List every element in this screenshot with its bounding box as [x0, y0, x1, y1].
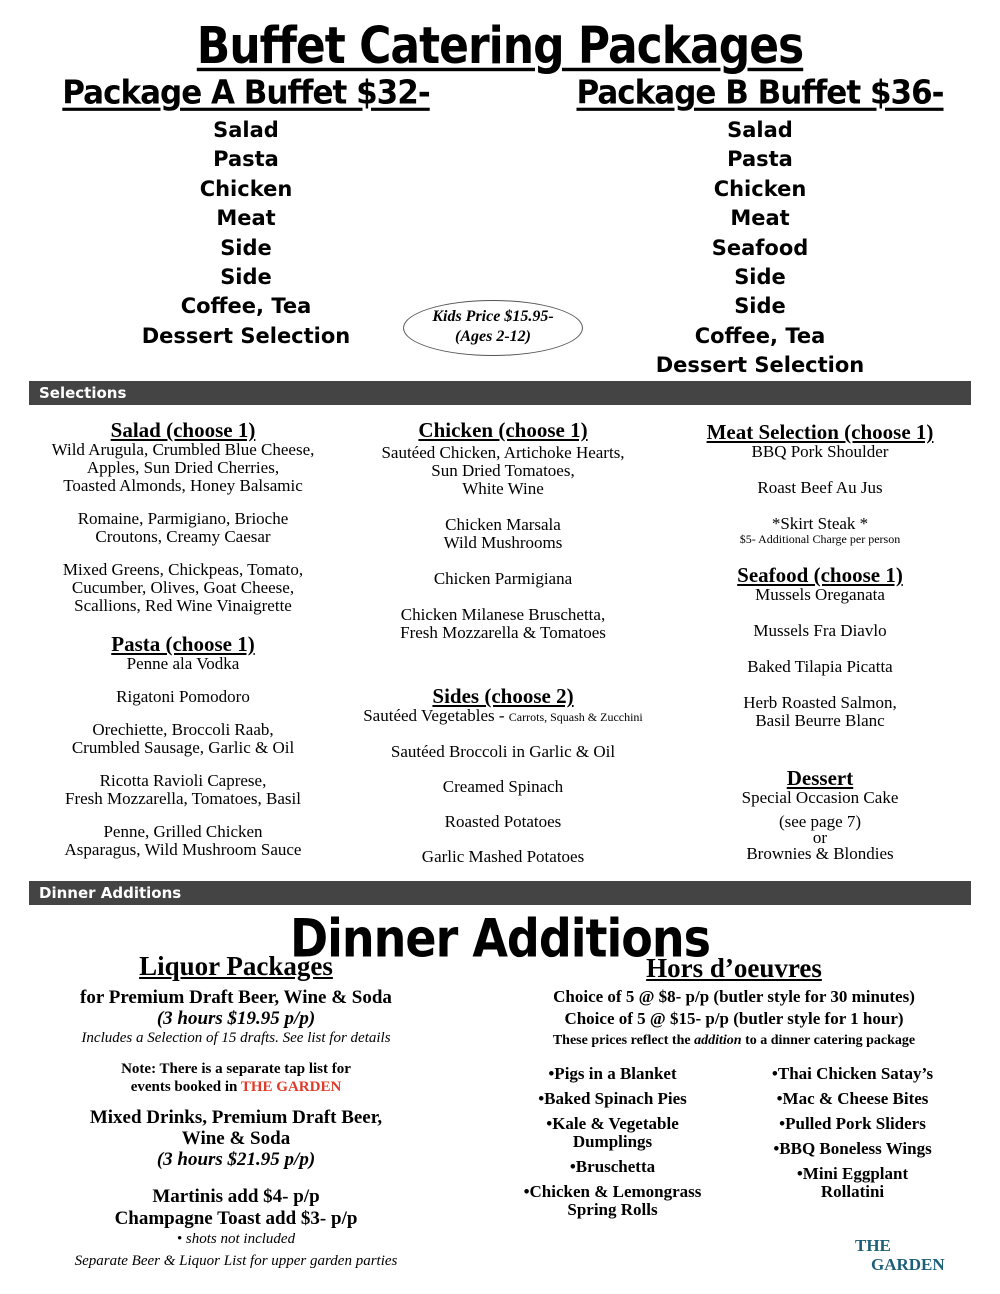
hors-item: •Kale & Vegetable Dumplings — [546, 1114, 679, 1151]
package-b-item: Meat — [730, 206, 790, 231]
salad-item: Romaine, Parmigiano, Brioche Croutons, Creamy Caesar — [77, 509, 289, 546]
chicken-section — [340, 419, 666, 642]
kids-ages: (Ages 2-12) — [455, 328, 531, 345]
package-a-item: Dessert Selection — [141, 323, 351, 348]
sides-item: Sautéed Vegetables - Carrots, Squash & Zucchini — [363, 706, 643, 725]
sides-section — [340, 685, 666, 866]
package-a-item: Coffee, Tea — [180, 294, 312, 319]
package-b-item: Salad — [727, 118, 793, 142]
pasta-section — [18, 633, 348, 859]
liquor-heading: Liquor Packages — [139, 951, 333, 981]
salad-section — [18, 419, 348, 615]
hors-line: Choice of 5 @ $15- p/p (butler style for 1 hour) — [564, 1009, 904, 1028]
liquor-martinis: Martinis add $4- p/p — [152, 1186, 320, 1207]
package-b-title: Package B Buffet $36- — [576, 74, 944, 112]
dessert-line: (see page 7) — [778, 812, 862, 831]
dinner-additions-title: Dinner Additions — [289, 907, 711, 970]
package-a-item: Side — [220, 235, 272, 260]
liquor-section — [30, 951, 442, 1273]
the-garden-logo: THE GARDEN — [855, 1236, 945, 1274]
meat-heading: Meat Selection (choose 1) — [706, 420, 934, 444]
dessert-line: Special Occasion Cake — [741, 788, 899, 807]
chicken-item: Chicken Parmigiana — [433, 569, 573, 588]
hors-item: •Chicken & Lemongrass Spring Rolls — [523, 1182, 702, 1219]
liquor-note: events booked in THE GARDEN — [130, 1079, 342, 1095]
meat-section — [670, 421, 970, 546]
kids-price-label: Kids Price $15.95- — [432, 308, 554, 325]
package-a-list — [46, 116, 446, 351]
package-b-item: Pasta — [727, 147, 793, 172]
seafood-item: Baked Tilapia Picatta — [747, 657, 893, 676]
hors-item: •Pulled Pork Sliders — [779, 1114, 926, 1133]
dinner-additions-bar: Dinner Additions — [29, 881, 971, 905]
sides-heading: Sides (choose 2) — [432, 684, 574, 708]
package-b-item: Coffee, Tea — [694, 323, 826, 348]
sides-item: Sautéed Broccoli in Garlic & Oil — [390, 742, 616, 761]
sides-item: Roasted Potatoes — [444, 812, 562, 831]
package-b-item: Dessert Selection — [655, 353, 865, 378]
liquor-line: (3 hours $19.95 p/p) — [156, 1008, 316, 1029]
liquor-mixed: Mixed Drinks, Premium Draft Beer, — [89, 1107, 383, 1128]
package-b-item: Side — [734, 294, 786, 319]
selections-bar: Selections — [29, 381, 971, 405]
hors-line: Choice of 5 @ $8- p/p (butler style for 30 minutes) — [553, 987, 915, 1006]
salad-heading: Salad (choose 1) — [110, 418, 256, 442]
package-b-list — [560, 116, 960, 381]
seafood-item: Mussels Fra Diavlo — [753, 621, 887, 640]
dessert-section — [670, 767, 970, 863]
package-a-item: Chicken — [199, 176, 293, 201]
liquor-champagne: Champagne Toast add $3- p/p — [114, 1208, 358, 1229]
meat-note: $5- Additional Charge per person — [739, 532, 901, 546]
package-b-item: Side — [734, 264, 786, 289]
package-a-title: Package A Buffet $32- — [62, 74, 430, 112]
salad-item: Wild Arugula, Crumbled Blue Cheese, Apples, Sun Dried Cherries, Toasted Almonds, Honey Balsamic — [51, 440, 315, 495]
hors-item: •Pigs in a Blanket — [548, 1064, 677, 1083]
liquor-shots: • shots not included — [176, 1231, 296, 1247]
package-b-item: Seafood — [711, 235, 809, 260]
hors-item: •BBQ Boneless Wings — [773, 1139, 932, 1158]
liquor-line: Includes a Selection of 15 drafts. See list for details — [81, 1030, 391, 1046]
dessert-line: Brownies & Blondies — [746, 844, 894, 863]
hors-item: •Mini Eggplant Rollatini — [796, 1164, 909, 1201]
hors-list-left — [490, 1065, 735, 1219]
package-a-item: Meat — [216, 206, 276, 231]
seafood-item: Herb Roasted Salmon, Basil Beurre Blanc — [743, 693, 897, 730]
pasta-item: Orechiette, Broccoli Raab, Crumbled Sausage, Garlic & Oil — [71, 720, 295, 757]
dessert-line: or — [812, 828, 828, 847]
sides-item: Creamed Spinach — [442, 777, 564, 796]
pasta-heading: Pasta (choose 1) — [111, 632, 255, 656]
hors-line: These prices reflect the addition to a dinner catering package — [552, 1033, 916, 1048]
meat-item: *Skirt Steak * — [771, 514, 869, 533]
kids-price — [403, 307, 583, 347]
liquor-line: for Premium Draft Beer, Wine & Soda — [80, 987, 392, 1008]
seafood-heading: Seafood (choose 1) — [737, 563, 903, 587]
chicken-item: Chicken Marsala Wild Mushrooms — [443, 515, 563, 552]
pasta-item: Rigatoni Pomodoro — [116, 687, 250, 706]
chicken-item: Sautéed Chicken, Artichoke Hearts, Sun Dried Tomatoes, White Wine — [381, 443, 625, 498]
page-title: Buffet Catering Packages — [196, 17, 804, 76]
liquor-mixed: Wine & Soda — [181, 1128, 291, 1149]
hors-section — [494, 953, 974, 1051]
package-b-item: Chicken — [713, 176, 807, 201]
chicken-item: Chicken Milanese Bruschetta, Fresh Mozzarella & Tomatoes — [400, 605, 606, 642]
sides-item: Garlic Mashed Potatoes — [421, 847, 585, 866]
hors-item: •Thai Chicken Satay’s — [771, 1064, 934, 1083]
hors-list-right — [735, 1065, 970, 1201]
pasta-item: Ricotta Ravioli Caprese, Fresh Mozzarella, Tomatoes, Basil — [65, 771, 301, 808]
meat-item: Roast Beef Au Jus — [757, 478, 883, 497]
package-a-item: Side — [220, 264, 272, 289]
pasta-item: Penne, Grilled Chicken Asparagus, Wild Mushroom Sauce — [64, 822, 302, 859]
meat-item: BBQ Pork Shoulder — [751, 442, 889, 461]
package-a-item: Pasta — [213, 147, 279, 172]
hors-item: •Bruschetta — [569, 1157, 656, 1176]
pasta-item: Penne ala Vodka — [126, 654, 240, 673]
liquor-separate: Separate Beer & Liquor List for upper garden parties — [74, 1253, 398, 1269]
hors-item: •Mac & Cheese Bites — [776, 1089, 929, 1108]
seafood-item: Mussels Oreganata — [755, 585, 885, 604]
liquor-note: Note: There is a separate tap list for — [121, 1061, 351, 1077]
dessert-heading: Dessert — [786, 766, 854, 790]
hors-item: •Baked Spinach Pies — [538, 1089, 687, 1108]
salad-item: Mixed Greens, Chickpeas, Tomato, Cucumber, Olives, Goat Cheese, Scallions, Red Wine Vinaigrette — [62, 560, 304, 615]
liquor-mixed: (3 hours $21.95 p/p) — [156, 1149, 316, 1170]
seafood-section — [670, 564, 970, 730]
chicken-heading: Chicken (choose 1) — [418, 418, 588, 442]
hors-heading: Hors d’oeuvres — [646, 953, 822, 983]
package-a-item: Salad — [213, 118, 279, 142]
